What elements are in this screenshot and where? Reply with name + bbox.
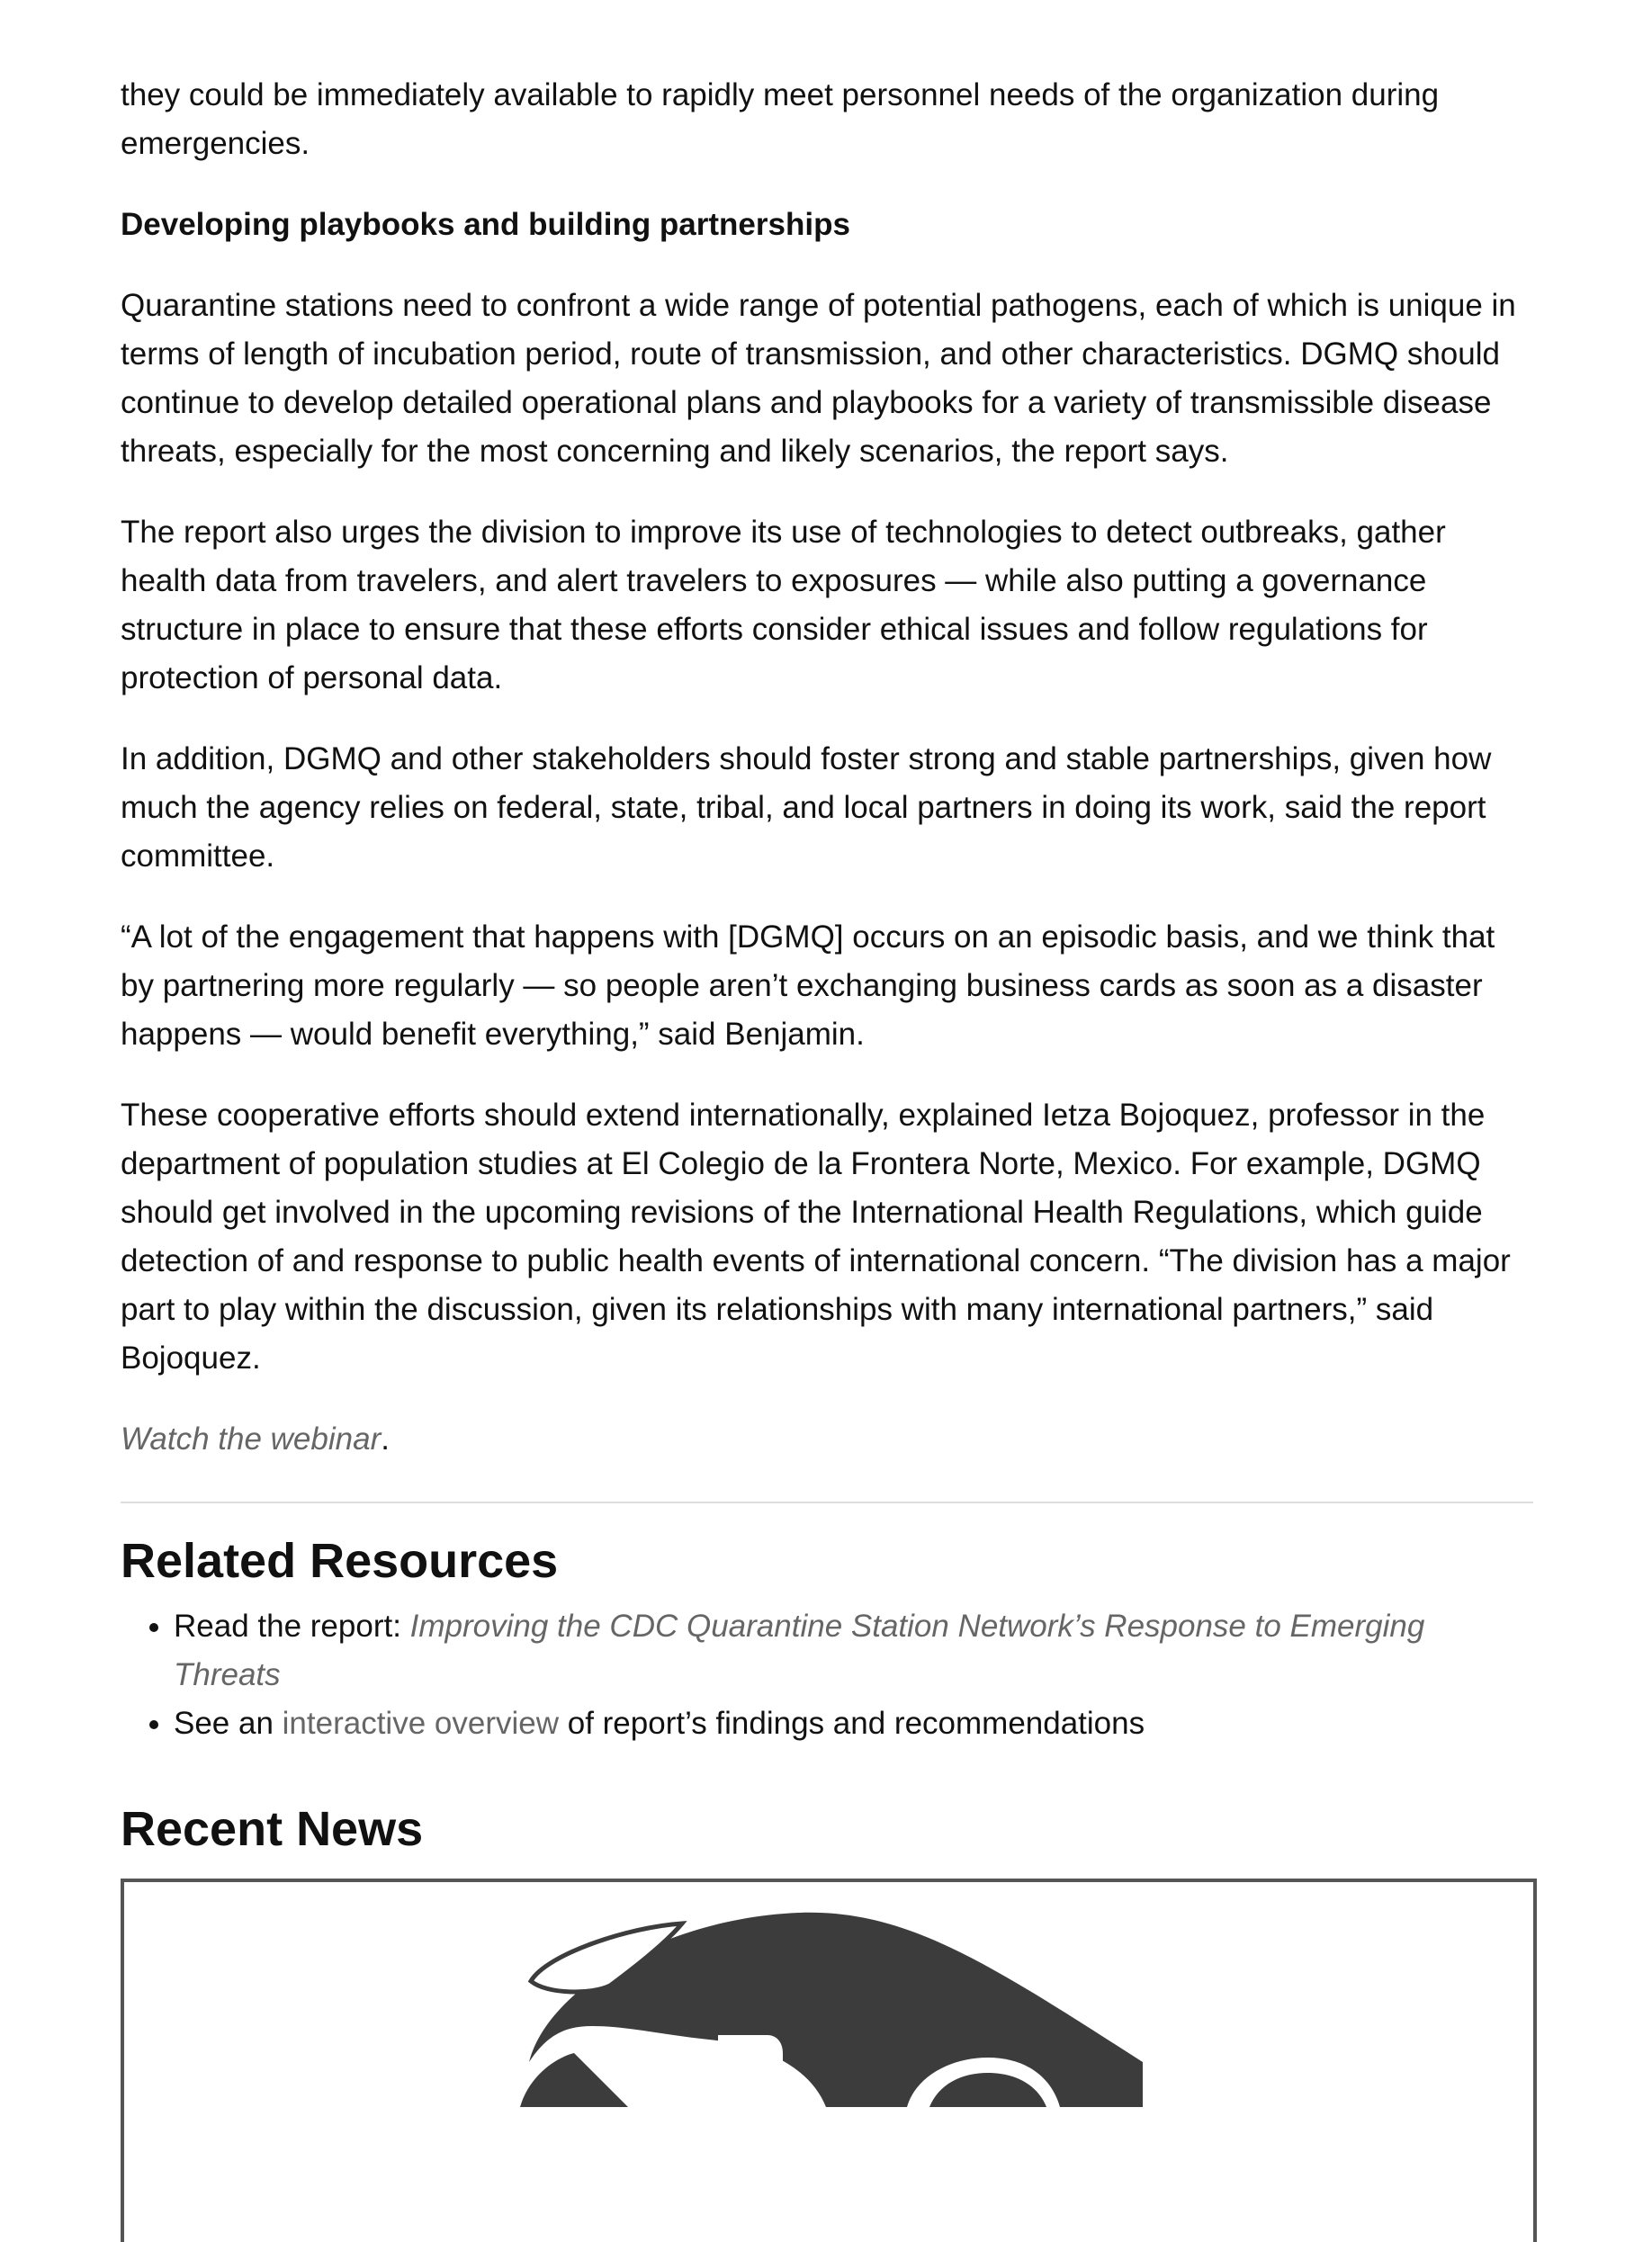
- list-item: [174, 1699, 1533, 1748]
- list-item-prefix: See an: [174, 1706, 283, 1741]
- related-resources-heading: Related Resources: [121, 1534, 559, 1588]
- article-paragraph: they could be immediately available to rapidly meet personnel needs of the organization during emergencies.: [121, 77, 1440, 161]
- article-page: [121, 0, 1533, 1870]
- recent-news-card[interactable]: [121, 1879, 1537, 2242]
- news-logo-illustration-icon: [124, 1882, 1533, 2242]
- report-link[interactable]: Improving the CDC Quarantine Station Network’s Response to Emerging Threats: [174, 1609, 1425, 1692]
- list-item-prefix: Read the report:: [174, 1609, 410, 1644]
- list-item-suffix: of report’s findings and recommendations: [559, 1706, 1145, 1741]
- webinar-line: [121, 1415, 1533, 1464]
- section-divider: [121, 1502, 1533, 1503]
- article-paragraph: These cooperative efforts should extend internationally, explained Ietza Bojoquez, professor in the department of population studies at El Colegio de la Frontera Norte, Mexico. For example, DGMQ should get involved in the upcoming revisions of the International Health Regulations, which guide detection of and response to public health events of international concern. “The division has a major part to play within the discussion, given its relationships with many international partners,” said Bojoquez.: [121, 1098, 1511, 1376]
- interactive-overview-link[interactable]: interactive overview: [282, 1706, 559, 1741]
- article-paragraph: The report also urges the division to improve its use of technologies to detect outbreaks, gather health data from travelers, and alert travelers to exposures — while also putting a governance structure in place to ensure that these efforts consider ethical issues and follow regulations for protection of personal data.: [121, 515, 1446, 695]
- list-item: [174, 1602, 1533, 1699]
- related-resources-list: [121, 1602, 1533, 1748]
- watch-webinar-link[interactable]: Watch the webinar: [121, 1421, 382, 1457]
- article-paragraph: Quarantine stations need to confront a wide range of potential pathogens, each of which is unique in terms of length of incubation period, route of transmission, and other characteristics. DGMQ should continue to develop detailed operational plans and playbooks for a variety of transmissible disease threats, especially for the most concerning and likely scenarios, the report says.: [121, 288, 1516, 469]
- recent-news-heading: Recent News: [121, 1802, 424, 1856]
- article-quote-paragraph: “A lot of the engagement that happens with [DGMQ] occurs on an episodic basis, and we think that by partnering more regularly — so people aren’t exchanging business cards as soon as a disaster happens — would benefit everything,” said Benjamin.: [121, 919, 1495, 1052]
- article-paragraph: In addition, DGMQ and other stakeholders should foster strong and stable partnerships, given how much the agency relies on federal, state, tribal, and local partners in doing its work, said the report committee.: [121, 741, 1492, 874]
- webinar-period: .: [381, 1421, 390, 1457]
- section-subheading: Developing playbooks and building partnerships: [121, 207, 850, 242]
